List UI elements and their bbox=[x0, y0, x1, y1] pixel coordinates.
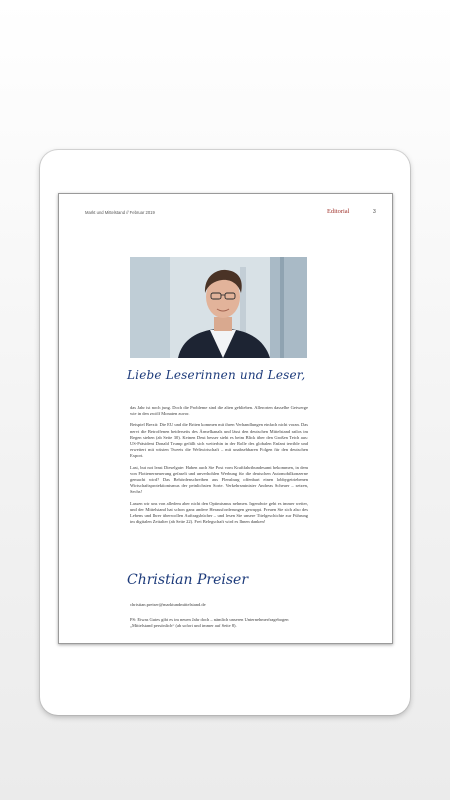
page-number: 3 bbox=[373, 209, 376, 215]
section-title: Editorial bbox=[327, 208, 350, 215]
author-photo bbox=[130, 257, 307, 358]
magazine-page[interactable] bbox=[58, 193, 393, 644]
paragraph-3: Last, but not least Dieselgate: Haben auch Sie Post vom Kraftfahrtbundesamt bekommen, in dem von Flottenerneuerung gefaselt und unverhohlen Werbung für die deutschen Automobilkonzerne gemacht wird? Das Behördenschreiben aus Flensburg offenbart einen lobbygetriebenen Wirtschaftsprotektionismus der peinlichsten Sorte. Verkehrsminister Andreas Scheuer – setzen, Sechs! bbox=[130, 464, 308, 495]
author-email: christian.preiser@marktundmittelstand.de bbox=[130, 602, 206, 607]
handwritten-greeting: Liebe Leserinnen und Leser, bbox=[127, 368, 306, 382]
editorial-text bbox=[130, 405, 308, 530]
paragraph-4: Lassen wir uns von alledem aber nicht den Optimismus nehmen. Irgendwie geht es immer weiter, und der Mittelstand hat schon ganz andere Herausforderungen gewuppt. Freuen Sie sich also des Lebens und Ihrer überwollen Auftragsbücher – und lesen Sie unsere Titelgeschichte zur Führung im digitalen Zeitalter (ab Seite 22). Frei Belegschaft wird es Ihnen danken! bbox=[130, 500, 308, 525]
handwritten-signature: Christian Preiser bbox=[127, 572, 249, 588]
postscript: PS: Etwas Gutes gibt es im neuen Jahr doch – nämlich unseren Unternehmerfragebogen „Mittelstand persönlich“ (ab sofort und immer auf Seite 8). bbox=[130, 617, 289, 629]
paragraph-2: Beispiel Brexit: Die EU und die Briten kommen mit ihren Verhandlungen einfach nicht voran. Das nervt die Betroffenen beiderseits des Ärmelkanals und lässt den deutschen Mittelstand ratlos im Regen stehen (ab Seite 30). Keinen Deut besser sieht es beim Blick über den Großen Teich aus: US-Präsident Donald Trump gefällt sich weiterhin in der Rolle des globalen Enfant terrible und erweitert mit wüsten Tweets die Weltwirtschaft – mit unabsehbaren Folgen für den deutschen Export. bbox=[130, 422, 308, 459]
paragraph-1: das Jahr ist noch jung. Doch die Probleme sind die alten geblieben. Allerorten dasselbe Getwerge wie in den zwölf Monaten zuvor. bbox=[130, 405, 308, 417]
publication-header: Markt und Mittelstand // Februar 2019 bbox=[85, 210, 155, 215]
